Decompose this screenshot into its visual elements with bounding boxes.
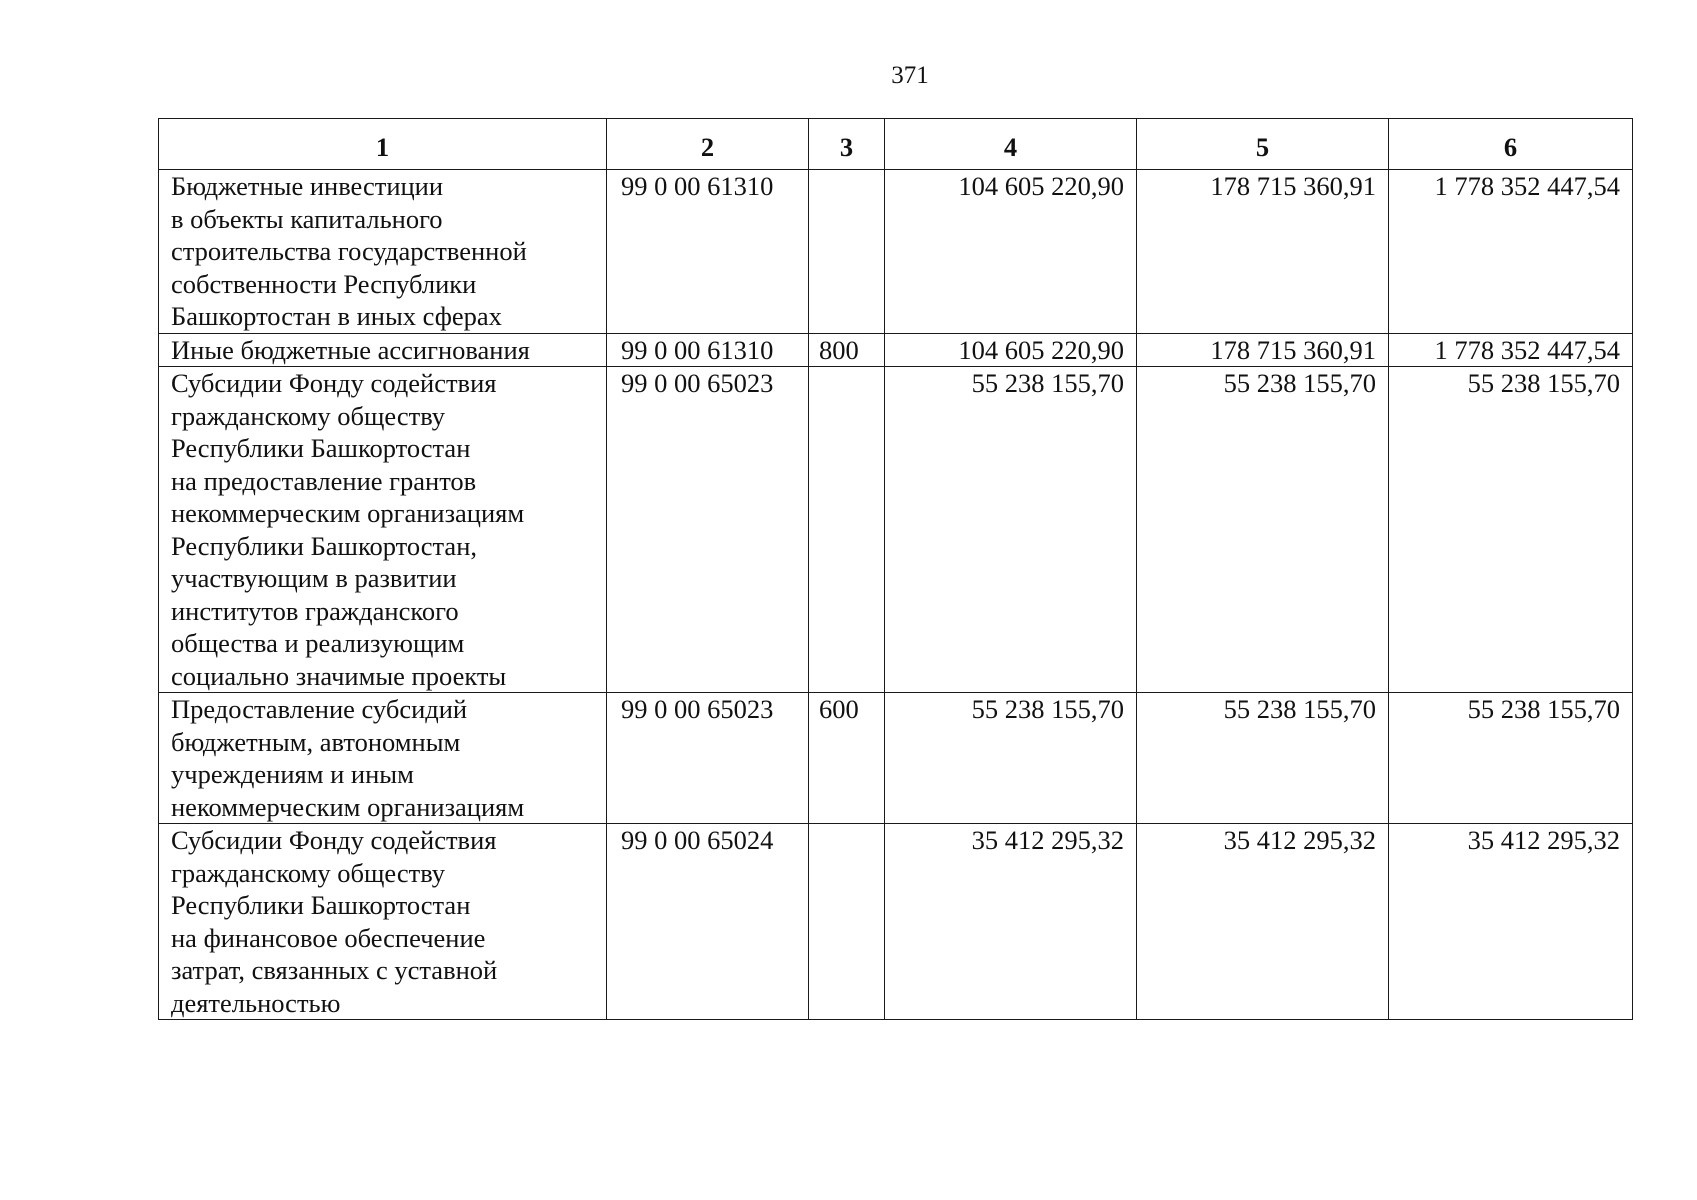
row-amount-5: 178 715 360,91: [1137, 170, 1389, 334]
row-name: [159, 170, 607, 334]
name-line: участвующим в развитии: [171, 563, 457, 593]
header-col-3: 3: [809, 119, 885, 170]
row-amount-4: 55 238 155,70: [885, 367, 1137, 693]
name-line: институтов гражданского: [171, 595, 459, 626]
name-line: гражданскому обществу: [171, 857, 446, 888]
row-name: [159, 333, 607, 367]
name-line: затрат, связанных с уставной: [171, 955, 498, 985]
row-code: 99 0 00 61310: [607, 170, 809, 334]
row-amount-6: 1 778 352 447,54: [1389, 333, 1633, 367]
table-row: [159, 170, 1633, 334]
row-amount-5: 35 412 295,32: [1137, 824, 1389, 1020]
name-line: на финансовое обеспечение: [171, 922, 486, 953]
row-code: 99 0 00 65023: [607, 367, 809, 693]
table-row: [159, 693, 1633, 824]
row-code: 99 0 00 65023: [607, 693, 809, 824]
page-number: 371: [891, 62, 929, 89]
row-name: [159, 824, 607, 1020]
table-row: [159, 333, 1633, 367]
row-amount-4: 104 605 220,90: [885, 333, 1137, 367]
row-type: [809, 170, 885, 334]
name-line: Башкортостан в иных сферах: [171, 301, 502, 331]
name-line: некоммерческим организациям: [171, 498, 525, 528]
header-col-6: 6: [1389, 119, 1633, 170]
row-type: 800: [809, 333, 885, 367]
row-amount-6: 35 412 295,32: [1389, 824, 1633, 1020]
name-line: Субсидии Фонду содействия: [171, 368, 497, 398]
row-name: [159, 367, 607, 693]
row-amount-6: 55 238 155,70: [1389, 693, 1633, 824]
header-col-4: 4: [885, 119, 1137, 170]
row-code: 99 0 00 61310: [607, 333, 809, 367]
header-col-5: 5: [1137, 119, 1389, 170]
table-row: [159, 367, 1633, 693]
row-amount-5: 55 238 155,70: [1137, 693, 1389, 824]
name-line: гражданскому обществу: [171, 400, 446, 431]
row-amount-6: 55 238 155,70: [1389, 367, 1633, 693]
name-line: бюджетным, автономным: [171, 726, 461, 757]
name-line: Предоставление субсидий: [171, 694, 468, 724]
row-amount-5: 178 715 360,91: [1137, 333, 1389, 367]
row-amount-4: 104 605 220,90: [885, 170, 1137, 334]
header-row: [159, 119, 1633, 170]
name-line: Республики Башкортостан,: [171, 530, 478, 561]
name-line: Республики Башкортостан: [171, 433, 471, 463]
name-line: на предоставление грантов: [171, 465, 477, 496]
name-line: строительства государственной: [171, 236, 527, 266]
row-code: 99 0 00 65024: [607, 824, 809, 1020]
name-line: учреждениям и иным: [171, 759, 414, 789]
name-line: Республики Башкортостан: [171, 890, 471, 920]
row-type: [809, 824, 885, 1020]
row-amount-4: 35 412 295,32: [885, 824, 1137, 1020]
budget-table: [158, 118, 1633, 1020]
name-line: общества и реализующим: [171, 628, 465, 658]
row-name: [159, 693, 607, 824]
name-line: собственности Республики: [171, 268, 477, 299]
name-line: социально значимые проекты: [171, 660, 507, 691]
header-col-2: 2: [607, 119, 809, 170]
row-type: [809, 367, 885, 693]
name-line: Субсидии Фонду содействия: [171, 825, 497, 855]
name-line: деятельностью: [171, 987, 341, 1018]
row-amount-6: 1 778 352 447,54: [1389, 170, 1633, 334]
name-line: Бюджетные инвестиции: [171, 171, 444, 201]
row-amount-5: 55 238 155,70: [1137, 367, 1389, 693]
name-line: Иные бюджетные ассигнования: [171, 334, 530, 365]
name-line: в объекты капитального: [171, 203, 443, 234]
header-col-1: 1: [159, 119, 607, 170]
row-amount-4: 55 238 155,70: [885, 693, 1137, 824]
name-line: некоммерческим организациям: [171, 791, 525, 822]
table-row: [159, 824, 1633, 1020]
row-type: 600: [809, 693, 885, 824]
